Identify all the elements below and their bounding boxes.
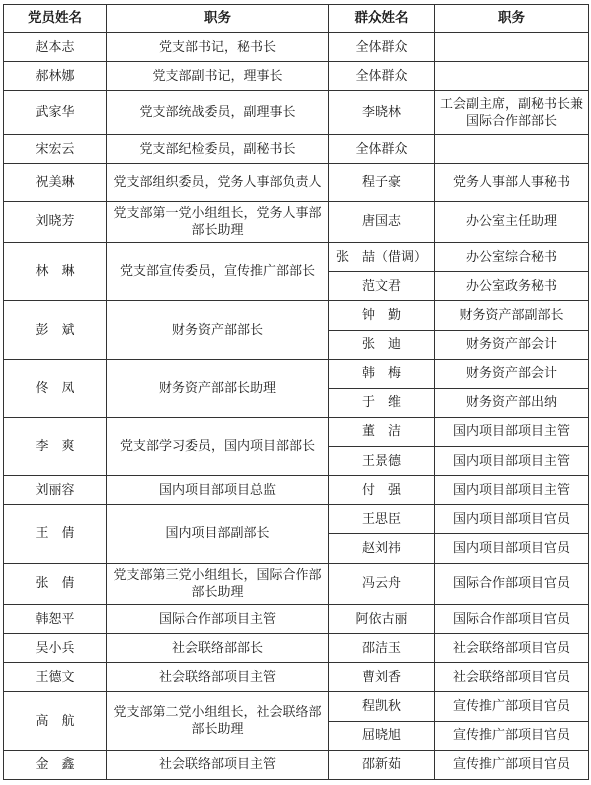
party-member-name: 王德文 bbox=[4, 663, 107, 692]
mass-member-name: 韩 梅 bbox=[329, 359, 435, 388]
mass-member-role: 宣传推广部项目官员 bbox=[435, 721, 589, 750]
mass-member-role: 财务资产部会计 bbox=[435, 359, 589, 388]
table-row bbox=[4, 476, 589, 505]
party-member-role: 社会联络部部长 bbox=[107, 634, 329, 663]
mass-member-role: 国际合作部项目官员 bbox=[435, 605, 589, 634]
party-member-role: 社会联络部项目主管 bbox=[107, 750, 329, 779]
mass-member-name: 全体群众 bbox=[329, 33, 435, 62]
mass-member-name: 钟 勤 bbox=[329, 301, 435, 330]
mass-member-role: 宣传推广部项目官员 bbox=[435, 750, 589, 779]
table-row bbox=[4, 417, 589, 446]
party-member-name: 武家华 bbox=[4, 91, 107, 135]
mass-member-name: 王景德 bbox=[329, 447, 435, 476]
party-member-role: 党支部第一党小组组长，党务人事部部长助理 bbox=[107, 201, 329, 243]
table-row bbox=[4, 243, 589, 272]
party-member-name: 宋宏云 bbox=[4, 134, 107, 163]
mass-member-role: 国内项目部项目主管 bbox=[435, 476, 589, 505]
header-mass-name: 群众姓名 bbox=[329, 5, 435, 33]
party-member-name: 佟 凤 bbox=[4, 359, 107, 417]
party-member-role: 党支部纪检委员，副秘书长 bbox=[107, 134, 329, 163]
party-member-name: 高 航 bbox=[4, 692, 107, 750]
mass-member-name: 赵刘祎 bbox=[329, 534, 435, 563]
member-table bbox=[3, 4, 589, 780]
party-member-name: 赵本志 bbox=[4, 33, 107, 62]
party-member-role: 党支部组织委员，党务人事部负责人 bbox=[107, 164, 329, 201]
mass-member-name: 张 喆（借调） bbox=[329, 243, 435, 272]
header-row bbox=[4, 5, 589, 33]
mass-member-name: 李晓林 bbox=[329, 91, 435, 135]
table-row bbox=[4, 605, 589, 634]
party-member-name: 吴小兵 bbox=[4, 634, 107, 663]
mass-member-name: 王思臣 bbox=[329, 505, 435, 534]
mass-member-name: 邵洁玉 bbox=[329, 634, 435, 663]
mass-member-name: 付 强 bbox=[329, 476, 435, 505]
mass-member-name: 范文君 bbox=[329, 272, 435, 301]
party-member-name: 祝美琳 bbox=[4, 164, 107, 201]
table-row bbox=[4, 505, 589, 534]
mass-member-role: 办公室综合秘书 bbox=[435, 243, 589, 272]
party-member-name: 刘晓芳 bbox=[4, 201, 107, 243]
party-member-role: 党支部副书记，理事长 bbox=[107, 62, 329, 91]
mass-member-role bbox=[435, 62, 589, 91]
mass-member-role: 宣传推广部项目官员 bbox=[435, 692, 589, 721]
mass-member-role: 财务资产部副部长 bbox=[435, 301, 589, 330]
mass-member-name: 张 迪 bbox=[329, 330, 435, 359]
mass-member-role: 国内项目部项目主管 bbox=[435, 417, 589, 446]
header-party-name: 党员姓名 bbox=[4, 5, 107, 33]
party-member-name: 郝林娜 bbox=[4, 62, 107, 91]
party-member-name: 金 鑫 bbox=[4, 750, 107, 779]
mass-member-name: 董 洁 bbox=[329, 417, 435, 446]
header-mass-role: 职务 bbox=[435, 5, 589, 33]
party-member-name: 刘丽容 bbox=[4, 476, 107, 505]
party-member-role: 党支部第三党小组组长，国际合作部部长助理 bbox=[107, 563, 329, 605]
table-row bbox=[4, 91, 589, 135]
table-row bbox=[4, 563, 589, 605]
mass-member-name: 全体群众 bbox=[329, 62, 435, 91]
mass-member-name: 邵新茹 bbox=[329, 750, 435, 779]
mass-member-name: 屈晓旭 bbox=[329, 721, 435, 750]
mass-member-role: 国内项目部项目主管 bbox=[435, 447, 589, 476]
party-member-role: 国内项目部项目总监 bbox=[107, 476, 329, 505]
party-member-role: 财务资产部部长 bbox=[107, 301, 329, 359]
mass-member-name: 曹刘香 bbox=[329, 663, 435, 692]
mass-member-name: 冯云舟 bbox=[329, 563, 435, 605]
table-row bbox=[4, 301, 589, 330]
table-body bbox=[4, 33, 589, 780]
header-party-role: 职务 bbox=[107, 5, 329, 33]
mass-member-name: 程子豪 bbox=[329, 164, 435, 201]
party-member-name: 林 琳 bbox=[4, 243, 107, 301]
party-member-name: 李 爽 bbox=[4, 417, 107, 475]
mass-member-role: 财务资产部出纳 bbox=[435, 388, 589, 417]
party-member-name: 王 倩 bbox=[4, 505, 107, 563]
table-row bbox=[4, 634, 589, 663]
table-row bbox=[4, 692, 589, 721]
party-member-role: 党支部统战委员，副理事长 bbox=[107, 91, 329, 135]
mass-member-role: 工会副主席，副秘书长兼国际合作部部长 bbox=[435, 91, 589, 135]
mass-member-role: 社会联络部项目官员 bbox=[435, 663, 589, 692]
party-member-role: 党支部第二党小组组长，社会联络部部长助理 bbox=[107, 692, 329, 750]
table-row bbox=[4, 33, 589, 62]
party-member-name: 韩恕平 bbox=[4, 605, 107, 634]
table-row bbox=[4, 750, 589, 779]
mass-member-role: 国内项目部项目官员 bbox=[435, 505, 589, 534]
party-member-name: 张 倩 bbox=[4, 563, 107, 605]
party-member-role: 国内项目部副部长 bbox=[107, 505, 329, 563]
party-member-role: 财务资产部部长助理 bbox=[107, 359, 329, 417]
mass-member-name: 程凯秋 bbox=[329, 692, 435, 721]
mass-member-role: 国际合作部项目官员 bbox=[435, 563, 589, 605]
mass-member-name: 唐国志 bbox=[329, 201, 435, 243]
table-row bbox=[4, 164, 589, 201]
mass-member-role bbox=[435, 134, 589, 163]
mass-member-name: 全体群众 bbox=[329, 134, 435, 163]
mass-member-role: 办公室主任助理 bbox=[435, 201, 589, 243]
party-member-role: 党支部书记，秘书长 bbox=[107, 33, 329, 62]
table-row bbox=[4, 134, 589, 163]
mass-member-role: 办公室政务秘书 bbox=[435, 272, 589, 301]
mass-member-role: 党务人事部人事秘书 bbox=[435, 164, 589, 201]
party-member-role: 党支部宣传委员，宣传推广部部长 bbox=[107, 243, 329, 301]
mass-member-role: 国内项目部项目官员 bbox=[435, 534, 589, 563]
mass-member-name: 于 维 bbox=[329, 388, 435, 417]
mass-member-name: 阿依古丽 bbox=[329, 605, 435, 634]
party-member-role: 社会联络部项目主管 bbox=[107, 663, 329, 692]
party-member-role: 国际合作部项目主管 bbox=[107, 605, 329, 634]
party-member-name: 彭 斌 bbox=[4, 301, 107, 359]
mass-member-role: 财务资产部会计 bbox=[435, 330, 589, 359]
table-row bbox=[4, 62, 589, 91]
table-row bbox=[4, 201, 589, 243]
mass-member-role: 社会联络部项目官员 bbox=[435, 634, 589, 663]
table-row bbox=[4, 359, 589, 388]
mass-member-role bbox=[435, 33, 589, 62]
party-member-role: 党支部学习委员，国内项目部部长 bbox=[107, 417, 329, 475]
table-row bbox=[4, 663, 589, 692]
